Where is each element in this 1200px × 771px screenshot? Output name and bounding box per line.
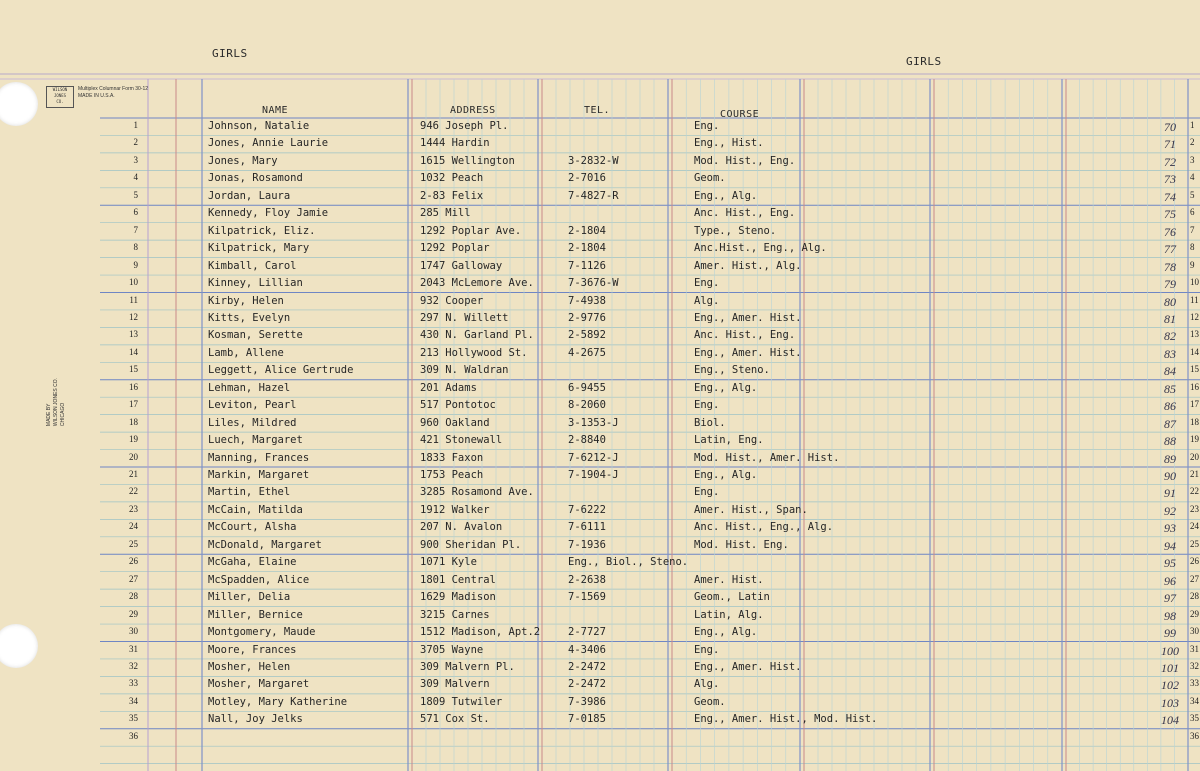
row-number-right: 24 bbox=[1190, 521, 1199, 532]
student-course: Anc. Hist., Eng., Alg. bbox=[694, 521, 834, 534]
student-course: Mod. Hist. Eng. bbox=[694, 538, 789, 551]
row-number-right: 22 bbox=[1190, 486, 1199, 497]
table-row bbox=[0, 260, 1200, 277]
row-number-right: 35 bbox=[1190, 713, 1199, 724]
row-number: 33 bbox=[129, 678, 138, 689]
student-name: Jonas, Rosamond bbox=[208, 172, 303, 185]
student-course: Geom. bbox=[694, 695, 726, 708]
student-name: Miller, Delia bbox=[208, 591, 291, 604]
row-number-right: 2 bbox=[1190, 137, 1195, 148]
row-number: 19 bbox=[129, 434, 138, 445]
table-row bbox=[0, 277, 1200, 294]
column-header-name: NAME bbox=[262, 105, 289, 116]
table-row bbox=[0, 417, 1200, 434]
table-row bbox=[0, 713, 1200, 730]
student-address: 421 Stonewall bbox=[420, 434, 503, 447]
table-row bbox=[0, 434, 1200, 451]
row-number: 17 bbox=[129, 399, 138, 410]
student-name: Kitts, Evelyn bbox=[208, 311, 291, 324]
student-name: McSpadden, Alice bbox=[208, 573, 310, 586]
row-number-right: 31 bbox=[1190, 643, 1199, 654]
table-row bbox=[0, 137, 1200, 154]
student-course: Alg. bbox=[694, 294, 720, 307]
row-number-right: 21 bbox=[1190, 469, 1199, 479]
student-telephone: 6-9455 bbox=[568, 381, 606, 394]
row-number-right: 25 bbox=[1190, 538, 1199, 549]
student-telephone: Eng., Biol., Steno. bbox=[568, 556, 689, 569]
row-number: 34 bbox=[129, 695, 138, 706]
maker-line-2: WILSON JONES CO. bbox=[53, 378, 59, 427]
student-name: Leviton, Pearl bbox=[208, 399, 297, 412]
student-address: 430 N. Garland Pl. bbox=[420, 329, 534, 342]
student-address: 309 Malvern Pl. bbox=[420, 660, 515, 673]
handwritten-number: 70 bbox=[1164, 120, 1176, 134]
student-course: Eng. bbox=[694, 120, 720, 132]
row-number-right: 33 bbox=[1190, 678, 1199, 689]
student-name: McCain, Matilda bbox=[208, 503, 303, 516]
student-course: Anc. Hist., Eng. bbox=[694, 207, 796, 220]
student-telephone: 2-2472 bbox=[568, 678, 606, 691]
student-telephone: 2-5892 bbox=[568, 329, 606, 342]
student-address: 207 N. Avalon bbox=[420, 521, 503, 534]
table-row bbox=[0, 225, 1200, 242]
table-row bbox=[0, 504, 1200, 521]
student-address: 517 Pontotoc bbox=[420, 399, 496, 412]
row-number: 4 bbox=[133, 172, 138, 183]
row-number: 25 bbox=[129, 538, 138, 549]
table-row bbox=[0, 399, 1200, 416]
student-telephone: 8-2060 bbox=[568, 399, 606, 412]
table-row bbox=[0, 678, 1200, 695]
form-label bbox=[78, 86, 148, 100]
row-number: 2 bbox=[133, 137, 138, 148]
student-course: Biol. bbox=[694, 416, 726, 429]
student-course: Latin, Eng. bbox=[694, 434, 764, 447]
row-number-right: 29 bbox=[1190, 608, 1199, 619]
row-number-right: 30 bbox=[1190, 626, 1199, 637]
handwritten-number: 94 bbox=[1164, 538, 1176, 553]
handwritten-number: 76 bbox=[1164, 224, 1176, 239]
student-name: Mosher, Margaret bbox=[208, 678, 310, 691]
student-course: Anc.Hist., Eng., Alg. bbox=[694, 242, 827, 255]
student-name: Kennedy, Floy Jamie bbox=[208, 207, 329, 220]
handwritten-number: 77 bbox=[1164, 242, 1176, 257]
handwritten-number: 92 bbox=[1164, 503, 1176, 518]
handwritten-number: 89 bbox=[1164, 451, 1176, 466]
row-number: 24 bbox=[129, 521, 138, 532]
row-number-right: 19 bbox=[1190, 434, 1199, 445]
row-number-right: 23 bbox=[1190, 503, 1199, 514]
handwritten-number: 104 bbox=[1161, 713, 1179, 728]
row-number: 20 bbox=[129, 451, 138, 462]
table-row bbox=[0, 382, 1200, 399]
student-address: 1292 Poplar Ave. bbox=[420, 224, 522, 237]
table-row bbox=[0, 452, 1200, 469]
handwritten-number: 83 bbox=[1164, 346, 1176, 361]
row-number: 7 bbox=[133, 224, 138, 235]
student-telephone: 4-3406 bbox=[568, 643, 606, 656]
handwritten-number: 72 bbox=[1164, 154, 1176, 169]
student-name: Kinney, Lillian bbox=[208, 277, 303, 290]
handwritten-number: 79 bbox=[1164, 277, 1176, 292]
handwritten-number: 102 bbox=[1161, 678, 1179, 693]
student-address: 3215 Carnes bbox=[420, 608, 490, 621]
handwritten-number: 75 bbox=[1164, 207, 1176, 222]
student-name: Kirby, Helen bbox=[208, 294, 284, 307]
student-address: 1747 Galloway bbox=[420, 259, 503, 272]
student-course: Eng. bbox=[694, 643, 720, 656]
student-course: Geom., Latin bbox=[694, 591, 770, 604]
table-row bbox=[0, 521, 1200, 538]
student-name: McDonald, Margaret bbox=[208, 538, 322, 551]
table-row bbox=[0, 609, 1200, 626]
heading-left: GIRLS bbox=[212, 47, 248, 60]
handwritten-number: 99 bbox=[1164, 626, 1176, 641]
student-telephone: 2-2638 bbox=[568, 573, 606, 586]
student-address: 1833 Faxon bbox=[420, 451, 484, 464]
handwritten-number: 96 bbox=[1164, 573, 1176, 588]
table-row bbox=[0, 120, 1200, 137]
table-row bbox=[0, 364, 1200, 381]
table-row bbox=[0, 731, 1200, 748]
student-telephone: 7-6111 bbox=[568, 521, 606, 534]
maker-line-3: CHICAGO bbox=[60, 402, 66, 427]
row-number-right: 34 bbox=[1190, 695, 1199, 706]
row-number: 28 bbox=[129, 591, 138, 602]
table-row bbox=[0, 190, 1200, 207]
row-number: 11 bbox=[129, 294, 138, 305]
student-course: Latin, Alg. bbox=[694, 608, 764, 621]
student-address: 932 Cooper bbox=[420, 294, 484, 307]
student-course: Eng. bbox=[694, 486, 720, 499]
table-row bbox=[0, 347, 1200, 364]
student-telephone: 2-7727 bbox=[568, 626, 606, 639]
student-course: Mod. Hist., Amer. Hist. bbox=[694, 451, 840, 464]
student-course: Eng., Steno. bbox=[694, 364, 770, 377]
student-telephone: 7-4938 bbox=[568, 294, 606, 307]
row-number-right: 8 bbox=[1190, 242, 1195, 253]
row-number-right: 6 bbox=[1190, 207, 1195, 218]
row-number: 30 bbox=[129, 626, 138, 637]
row-number: 23 bbox=[129, 503, 138, 514]
student-telephone: 2-7016 bbox=[568, 172, 606, 185]
student-address: 2-83 Felix bbox=[420, 189, 484, 202]
student-course: Eng., Alg. bbox=[694, 381, 758, 394]
student-course: Amer. Hist., Span. bbox=[694, 503, 808, 516]
student-name: Martin, Ethel bbox=[208, 486, 291, 499]
student-address: 1753 Peach bbox=[420, 469, 484, 481]
row-number-right: 11 bbox=[1190, 294, 1199, 305]
table-row bbox=[0, 696, 1200, 713]
handwritten-number: 90 bbox=[1164, 469, 1176, 483]
student-course: Amer. Hist. bbox=[694, 573, 764, 586]
handwritten-number: 93 bbox=[1164, 521, 1176, 536]
student-telephone: 3-2832-W bbox=[568, 154, 619, 167]
student-address: 1809 Tutwiler bbox=[420, 695, 503, 708]
row-number: 8 bbox=[133, 242, 138, 253]
student-course: Anc. Hist., Eng. bbox=[694, 329, 796, 342]
row-number: 18 bbox=[129, 416, 138, 427]
table-row bbox=[0, 556, 1200, 573]
student-address: 309 N. Waldran bbox=[420, 364, 509, 377]
student-address: 1512 Madison, Apt.2 bbox=[420, 626, 541, 639]
row-number: 14 bbox=[129, 346, 138, 357]
row-number: 35 bbox=[129, 713, 138, 724]
student-name: McCourt, Alsha bbox=[208, 521, 297, 534]
student-address: 946 Joseph Pl. bbox=[420, 120, 509, 132]
row-number-right: 20 bbox=[1190, 451, 1199, 462]
handwritten-number: 97 bbox=[1164, 591, 1176, 606]
student-name: Motley, Mary Katherine bbox=[208, 695, 348, 708]
student-name: Moore, Frances bbox=[208, 643, 297, 656]
student-course: Eng., Alg. bbox=[694, 626, 758, 639]
handwritten-number: 98 bbox=[1164, 608, 1176, 623]
student-address: 900 Sheridan Pl. bbox=[420, 538, 522, 551]
handwritten-number: 91 bbox=[1164, 486, 1176, 501]
row-number: 13 bbox=[129, 329, 138, 340]
student-course: Eng., Amer. Hist. bbox=[694, 311, 802, 324]
made-in-text: MADE IN U.S.A. bbox=[78, 93, 115, 99]
row-number-right: 14 bbox=[1190, 346, 1199, 357]
row-number: 9 bbox=[133, 259, 138, 270]
student-name: Montgomery, Maude bbox=[208, 626, 316, 639]
row-number-right: 12 bbox=[1190, 311, 1199, 322]
row-number-right: 16 bbox=[1190, 381, 1199, 392]
row-number-right: 4 bbox=[1190, 172, 1195, 183]
table-row bbox=[0, 486, 1200, 503]
table-row bbox=[0, 329, 1200, 346]
student-telephone: 7-1904-J bbox=[568, 469, 619, 481]
table-row bbox=[0, 469, 1200, 486]
row-number: 21 bbox=[129, 469, 138, 479]
student-course: Eng., Amer. Hist. bbox=[694, 660, 802, 673]
handwritten-number: 100 bbox=[1161, 643, 1179, 658]
student-address: 1615 Wellington bbox=[420, 154, 515, 167]
handwritten-number: 78 bbox=[1164, 259, 1176, 274]
student-address: 1629 Madison bbox=[420, 591, 496, 604]
handwritten-number: 80 bbox=[1164, 294, 1176, 309]
student-name: Mosher, Helen bbox=[208, 660, 291, 673]
wilson-jones-logo: WILSON JONES CO. bbox=[46, 86, 74, 108]
row-number: 3 bbox=[133, 154, 138, 165]
student-address: 1032 Peach bbox=[420, 172, 484, 185]
student-name: Jones, Mary bbox=[208, 154, 278, 167]
row-number: 26 bbox=[129, 556, 138, 567]
column-header-course: COURSE bbox=[720, 109, 760, 120]
row-number: 32 bbox=[129, 660, 138, 671]
student-telephone: 2-8840 bbox=[568, 434, 606, 447]
student-telephone: 7-6212-J bbox=[568, 451, 619, 464]
student-telephone: 7-3986 bbox=[568, 695, 606, 708]
handwritten-number: 73 bbox=[1164, 172, 1176, 187]
row-number-right: 15 bbox=[1190, 364, 1199, 375]
student-telephone: 7-4827-R bbox=[568, 189, 619, 202]
student-name: Leggett, Alice Gertrude bbox=[208, 364, 354, 377]
student-course: Eng., Amer. Hist., Mod. Hist. bbox=[694, 713, 878, 726]
student-address: 1292 Poplar bbox=[420, 242, 490, 255]
student-name: Jordan, Laura bbox=[208, 189, 291, 202]
row-number: 5 bbox=[133, 189, 138, 200]
student-address: 309 Malvern bbox=[420, 678, 490, 691]
student-name: Liles, Mildred bbox=[208, 416, 297, 429]
student-telephone: 3-1353-J bbox=[568, 416, 619, 429]
row-number: 1 bbox=[133, 120, 138, 130]
student-course: Eng., Alg. bbox=[694, 189, 758, 202]
student-name: Kilpatrick, Eliz. bbox=[208, 224, 316, 237]
row-number-right: 36 bbox=[1190, 730, 1199, 741]
student-telephone: 7-1569 bbox=[568, 591, 606, 604]
student-name: Luech, Margaret bbox=[208, 434, 303, 447]
row-number-right: 32 bbox=[1190, 660, 1199, 671]
row-number-right: 9 bbox=[1190, 259, 1195, 270]
student-course: Eng., Alg. bbox=[694, 469, 758, 481]
table-row bbox=[0, 626, 1200, 643]
student-name: Markin, Margaret bbox=[208, 469, 310, 481]
student-telephone: 2-9776 bbox=[568, 311, 606, 324]
handwritten-number: 87 bbox=[1164, 416, 1176, 431]
student-course: Eng. bbox=[694, 399, 720, 412]
student-course: Type., Steno. bbox=[694, 224, 777, 237]
student-address: 1071 Kyle bbox=[420, 556, 477, 569]
student-course: Mod. Hist., Eng. bbox=[694, 154, 796, 167]
row-number: 12 bbox=[129, 311, 138, 322]
student-telephone: 7-3676-W bbox=[568, 277, 619, 290]
table-row bbox=[0, 644, 1200, 661]
student-name: Kimball, Carol bbox=[208, 259, 297, 272]
student-telephone: 2-1804 bbox=[568, 242, 606, 255]
student-address: 285 Mill bbox=[420, 207, 471, 220]
student-address: 571 Cox St. bbox=[420, 713, 490, 726]
row-number: 29 bbox=[129, 608, 138, 619]
student-course: Amer. Hist., Alg. bbox=[694, 259, 802, 272]
handwritten-number: 82 bbox=[1164, 329, 1176, 344]
table-row bbox=[0, 661, 1200, 678]
student-name: Kilpatrick, Mary bbox=[208, 242, 310, 255]
student-address: 1444 Hardin bbox=[420, 137, 490, 150]
row-number-right: 17 bbox=[1190, 399, 1199, 410]
table-row bbox=[0, 539, 1200, 556]
handwritten-number: 103 bbox=[1161, 695, 1179, 710]
student-address: 1912 Walker bbox=[420, 503, 490, 516]
handwritten-number: 95 bbox=[1164, 556, 1176, 571]
row-number-right: 5 bbox=[1190, 189, 1195, 200]
handwritten-number: 86 bbox=[1164, 399, 1176, 414]
row-number-right: 13 bbox=[1190, 329, 1199, 340]
row-number: 16 bbox=[129, 381, 138, 392]
student-name: Johnson, Natalie bbox=[208, 120, 310, 132]
row-number-right: 3 bbox=[1190, 154, 1195, 165]
student-telephone: 7-6222 bbox=[568, 503, 606, 516]
student-address: 3705 Wayne bbox=[420, 643, 484, 656]
student-course: Geom. bbox=[694, 172, 726, 185]
handwritten-number: 88 bbox=[1164, 434, 1176, 449]
table-row bbox=[0, 295, 1200, 312]
handwritten-number: 84 bbox=[1164, 364, 1176, 379]
row-number: 15 bbox=[129, 364, 138, 375]
table-row bbox=[0, 172, 1200, 189]
student-telephone: 2-1804 bbox=[568, 224, 606, 237]
student-course: Eng., Amer. Hist. bbox=[694, 346, 802, 359]
student-name: McGaha, Elaine bbox=[208, 556, 297, 569]
student-name: Manning, Frances bbox=[208, 451, 310, 464]
row-number: 6 bbox=[133, 207, 138, 218]
row-number: 10 bbox=[129, 277, 138, 288]
student-telephone: 7-0185 bbox=[568, 713, 606, 726]
row-number-right: 26 bbox=[1190, 556, 1199, 567]
row-number: 27 bbox=[129, 573, 138, 584]
student-name: Nall, Joy Jelks bbox=[208, 713, 303, 726]
row-number-right: 1 bbox=[1190, 120, 1195, 130]
maker-line-1: MADE BY bbox=[46, 403, 52, 427]
student-address: 297 N. Willett bbox=[420, 311, 509, 324]
row-number-right: 27 bbox=[1190, 573, 1199, 584]
heading-right: GIRLS bbox=[906, 55, 942, 68]
student-name: Lehman, Hazel bbox=[208, 381, 291, 394]
table-row bbox=[0, 574, 1200, 591]
table-row bbox=[0, 591, 1200, 608]
student-name: Lamb, Allene bbox=[208, 346, 284, 359]
student-telephone: 7-1126 bbox=[568, 259, 606, 272]
row-number-right: 28 bbox=[1190, 591, 1199, 602]
student-address: 2043 McLemore Ave. bbox=[420, 277, 534, 290]
table-row bbox=[0, 312, 1200, 329]
column-header-address: ADDRESS bbox=[450, 105, 496, 116]
student-telephone: 7-1936 bbox=[568, 538, 606, 551]
table-row bbox=[0, 207, 1200, 224]
table-row bbox=[0, 155, 1200, 172]
row-number: 31 bbox=[129, 643, 138, 654]
handwritten-number: 71 bbox=[1164, 137, 1176, 152]
column-header-tel: TEL. bbox=[584, 105, 611, 116]
row-number: 36 bbox=[129, 730, 138, 741]
student-telephone: 4-2675 bbox=[568, 346, 606, 359]
table-row bbox=[0, 242, 1200, 259]
student-address: 201 Adams bbox=[420, 381, 477, 394]
student-address: 213 Hollywood St. bbox=[420, 346, 528, 359]
form-label-text: Multiplex Columnar Form 30-12 bbox=[78, 86, 149, 92]
handwritten-number: 74 bbox=[1164, 189, 1176, 204]
handwritten-number: 101 bbox=[1161, 660, 1179, 675]
handwritten-number: 81 bbox=[1164, 311, 1176, 326]
student-course: Eng., Hist. bbox=[694, 137, 764, 150]
student-address: 1801 Central bbox=[420, 573, 496, 586]
handwritten-number: 85 bbox=[1164, 381, 1176, 396]
row-number-right: 7 bbox=[1190, 224, 1195, 235]
student-name: Kosman, Serette bbox=[208, 329, 303, 342]
student-telephone: 2-2472 bbox=[568, 660, 606, 673]
student-address: 960 Oakland bbox=[420, 416, 490, 429]
row-number: 22 bbox=[129, 486, 138, 497]
student-address: 3285 Rosamond Ave. bbox=[420, 486, 534, 499]
student-name: Jones, Annie Laurie bbox=[208, 137, 329, 150]
student-name: Miller, Bernice bbox=[208, 608, 303, 621]
row-number-right: 18 bbox=[1190, 416, 1199, 427]
row-number-right: 10 bbox=[1190, 277, 1199, 288]
student-course: Alg. bbox=[694, 678, 720, 691]
student-course: Eng. bbox=[694, 277, 720, 290]
